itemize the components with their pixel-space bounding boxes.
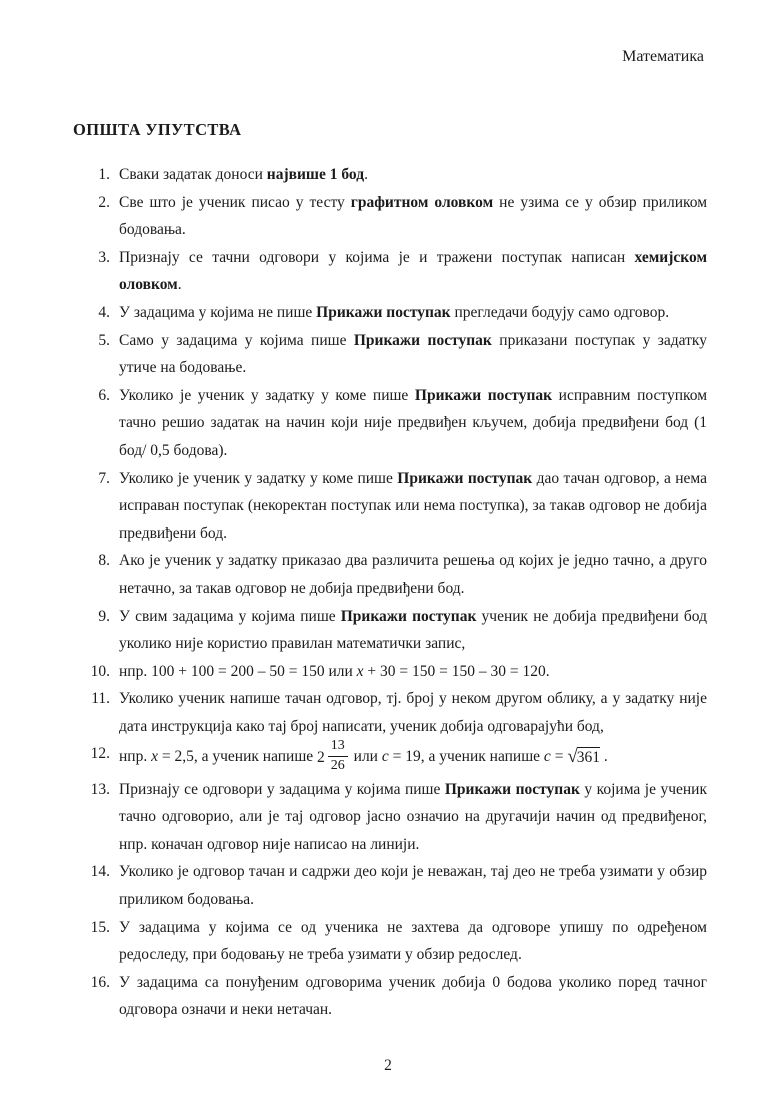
item-number: 2. bbox=[98, 193, 110, 211]
list-item bbox=[73, 858, 707, 913]
item-number: 6. bbox=[98, 386, 110, 404]
item-number: 4. bbox=[98, 303, 110, 321]
item-text bbox=[119, 608, 707, 653]
text-run: . bbox=[364, 166, 368, 183]
item-text bbox=[119, 470, 707, 542]
list-item bbox=[73, 685, 707, 740]
text-run: у којима је ученик тачно одговорио, али је тај одговор јасно означио на другачији начин од предвиђеног, нпр. коначан одговор није написао на линији. bbox=[119, 780, 707, 853]
radical-icon: √ bbox=[567, 745, 577, 767]
text-run: графитном оловком bbox=[350, 193, 494, 211]
page-header-subject: Математика bbox=[622, 48, 704, 65]
item-number: 9. bbox=[98, 607, 110, 625]
text-run: c bbox=[381, 748, 389, 766]
text-run: нпр. bbox=[119, 748, 152, 766]
text-run: Прикажи поступак bbox=[397, 469, 533, 487]
text-run: У свим задацима у којима пише bbox=[119, 607, 341, 625]
text-run: Признају се тачни одговори у којима је и тражени поступак написан bbox=[119, 248, 635, 266]
mixed-fraction bbox=[317, 738, 350, 773]
text-run: дао тачан одговор, а нема исправан поступак (некоректан поступак или нема поступка), за такав одговор не добија предвиђени бод. bbox=[119, 469, 708, 542]
text-run: = 19, а ученик напише bbox=[388, 748, 544, 766]
item-text bbox=[119, 387, 707, 459]
page-number: 2 bbox=[384, 1057, 392, 1074]
item-number: 1. bbox=[98, 166, 110, 183]
text-run: = 2,5, а ученик напише bbox=[157, 748, 318, 766]
text-run: . bbox=[600, 748, 608, 766]
text-run: Уколико је одговор тачан и садржи део који је неважан, тај део не треба узимати у обзир приликом бодовања. bbox=[119, 863, 707, 909]
item-text bbox=[119, 663, 550, 680]
list-item bbox=[73, 603, 707, 658]
text-run: Ако је ученик у задатку приказао два различита решења од којих је једно тачно, а друго нетачно, за такав одговор не добија предвиђени бод. bbox=[119, 552, 707, 597]
item-number: 7. bbox=[98, 469, 110, 487]
item-text bbox=[119, 863, 707, 908]
text-run: Прикажи поступак bbox=[316, 303, 451, 321]
item-number: 15. bbox=[90, 918, 110, 936]
list-item bbox=[73, 740, 707, 775]
text-run: x bbox=[356, 662, 364, 680]
fraction bbox=[328, 738, 348, 773]
text-run: хемијском оловком bbox=[119, 248, 707, 294]
item-number: 14. bbox=[90, 863, 110, 881]
fraction-whole: 2 bbox=[317, 748, 325, 766]
text-run: Уколико је ученик у задатку у коме пише bbox=[119, 469, 398, 487]
text-run: Сваки задатак доноси bbox=[119, 166, 267, 183]
item-text bbox=[119, 332, 707, 377]
item-text bbox=[119, 304, 669, 321]
text-run: највише 1 бод bbox=[266, 166, 365, 183]
text-run: = bbox=[550, 748, 568, 766]
list-item bbox=[73, 658, 707, 686]
item-number: 12. bbox=[90, 745, 110, 763]
fraction-denominator: 26 bbox=[328, 756, 348, 774]
item-text bbox=[119, 166, 368, 183]
list-item bbox=[73, 969, 707, 1024]
text-run: нпр. 100 + 100 = 200 – 50 = 150 или bbox=[119, 662, 357, 680]
list-item bbox=[73, 776, 707, 859]
text-run: ученик не добија предвиђени бод уколико није користио правилан математички запис, bbox=[119, 607, 707, 653]
text-run: c bbox=[543, 748, 551, 766]
text-run: У задацима у којима не пише bbox=[119, 303, 317, 321]
radicand: 361 bbox=[576, 748, 600, 766]
item-text bbox=[119, 552, 707, 597]
square-root bbox=[567, 745, 600, 767]
list-item bbox=[73, 299, 707, 327]
text-run: прегледачи бодују само одговор. bbox=[450, 303, 670, 321]
fraction-numerator: 13 bbox=[330, 738, 345, 754]
item-number: 13. bbox=[90, 780, 110, 798]
text-run: Признају се одговори у задацима у којима пише bbox=[119, 780, 445, 798]
item-number: 8. bbox=[98, 552, 110, 570]
text-run: Прикажи поступак bbox=[444, 780, 580, 798]
instructions-list bbox=[73, 161, 707, 1024]
text-run: или bbox=[349, 748, 382, 766]
text-run: Уколико је ученик у задатку у коме пише bbox=[119, 386, 415, 404]
page-title: ОПШТА УПУТСТВА bbox=[73, 120, 242, 139]
text-run: У задацима у којима се од ученика не захтева да одговоре упишу по одређеном редоследу, при бодовању не треба узимати у обзир редослед. bbox=[119, 918, 707, 964]
item-text bbox=[119, 974, 707, 1019]
item-number: 3. bbox=[98, 248, 110, 266]
text-run: приказани поступак у задатку утиче на бодовање. bbox=[119, 331, 707, 377]
list-item bbox=[73, 914, 707, 969]
text-run: У задацима са понуђеним одговорима ученик добија 0 бодова уколико поред тачног одговора означи и неки нетачан. bbox=[119, 973, 707, 1019]
text-run: x bbox=[151, 748, 158, 766]
item-text bbox=[119, 738, 608, 773]
text-run: Уколико ученик напише тачан одговор, тј. број у неком другом облику, а у задатку није дата инструкција како тај број написати, ученик добија одговарајући бод, bbox=[119, 690, 707, 735]
list-item bbox=[73, 465, 707, 548]
item-text bbox=[119, 194, 707, 239]
item-number: 11. bbox=[91, 690, 110, 708]
item-text bbox=[119, 249, 707, 294]
item-number: 16. bbox=[90, 973, 110, 991]
list-item bbox=[73, 161, 707, 189]
item-text bbox=[119, 690, 707, 735]
text-run: + 30 = 150 = 150 – 30 = 120. bbox=[363, 662, 550, 680]
list-item bbox=[73, 189, 707, 244]
list-item bbox=[73, 327, 707, 382]
list-item bbox=[73, 382, 707, 465]
text-run: Прикажи поступак bbox=[340, 607, 477, 625]
text-run: не узима се у обзир приликом бодовања. bbox=[119, 193, 707, 239]
text-run: Само у задацима у којима пише bbox=[119, 331, 354, 349]
text-run: Прикажи поступак bbox=[353, 331, 492, 349]
list-item bbox=[73, 547, 707, 602]
text-run: . bbox=[177, 276, 182, 294]
text-run: исправним поступком тачно решио задатак на начин који није предвиђен кључем, добија предвиђени бод (1 бод/ 0,5 бодова). bbox=[119, 386, 707, 459]
text-run: Све што је ученик писао у тесту bbox=[119, 193, 351, 211]
item-number: 5. bbox=[98, 331, 110, 349]
item-text bbox=[119, 919, 707, 964]
list-item bbox=[73, 244, 707, 299]
item-text bbox=[119, 781, 707, 853]
text-run: Прикажи поступак bbox=[414, 386, 553, 404]
item-number: 10. bbox=[90, 662, 110, 680]
